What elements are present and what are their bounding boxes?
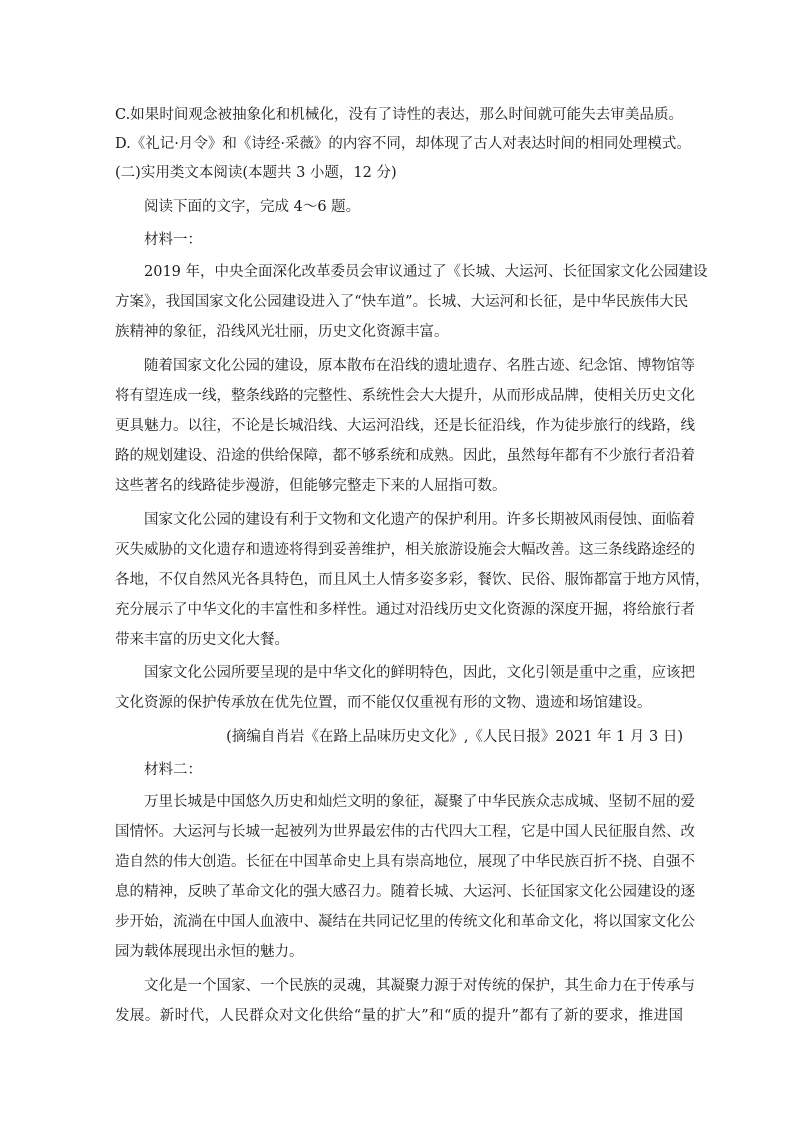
paragraph-line: 国家文化公园的建设有利于文物和文化遗产的保护利用。许多长期被风雨侵蚀、面临着: [144, 512, 695, 528]
paragraph-line: 更具魅力。以往，不论是长城沿线、大运河沿线，还是长征沿线，作为徒步旅行的线路，线: [115, 418, 695, 434]
paragraph-line: 万里长城是中国悠久历史和灿烂文明的象征，凝聚了中华民族众志成城、坚韧不屈的爱: [144, 794, 695, 810]
paragraph-line: 方案》，我国国家文化公园建设进入了“快车道”。长城、大运河和长征，是中华民族伟大民: [115, 294, 689, 310]
paragraph-line: 带来丰富的历史文化大餐。: [115, 632, 289, 648]
paragraph-line: 造自然的伟大创造。长征在中国革命史上具有崇高地位，展现了中华民族百折不挠、自强不: [115, 854, 695, 870]
material-2-label: 材料二：: [144, 762, 202, 778]
paragraph-line: 路的规划建设、沿途的供给保障，都不够系统和成熟。因此，虽然每年都有不少旅行者沿着: [115, 448, 695, 464]
paragraph-line: 步开始，流淌在中国人血液中、凝结在共同记忆里的传统文化和革命文化，将以国家文化公: [115, 914, 695, 930]
paragraph-line: 灭失威胁的文化遗存和遗迹将得到妥善维护，相关旅游设施会大幅改善。这三条线路途经的: [115, 542, 695, 558]
paragraph-line: 息的精神，反映了革命文化的强大感召力。随着长城、大运河、长征国家文化公园建设的逐: [115, 884, 695, 900]
paragraph-line: 发展。新时代，人民群众对文化供给“量的扩大”和“质的提升”都有了新的要求，推进国: [115, 1008, 683, 1024]
paragraph-line: 充分展示了中华文化的丰富性和多样性。通过对沿线历史文化资源的深度开掘，将给旅行者: [115, 602, 695, 618]
paragraph-line: 2019 年，中央全面深化改革委员会审议通过了《长城、大运河、长征国家文化公园建设: [144, 264, 708, 280]
option-d: D.《礼记·月令》和《诗经·采薇》的内容不同，却体现了古人对表达时间的相同处理模式。: [115, 136, 691, 152]
material-1-label: 材料一：: [144, 232, 202, 248]
paragraph-line: 国情怀。大运河与长城一起被列为世界最宏伟的古代四大工程，它是中国人民征服自然、改: [115, 824, 695, 840]
source-citation: (摘编自肖岩《在路上品味历史文化》,《人民日报》2021 年 1 月 3 日): [226, 729, 683, 745]
option-c: C.如果时间观念被抽象化和机械化，没有了诗性的表达，那么时间就可能失去审美品质。: [115, 107, 683, 123]
paragraph-line: 族精神的象征，沿线风光壮丽，历史文化资源丰富。: [115, 324, 449, 340]
paragraph-line: 这些著名的线路徒步漫游，但能够完整走下来的人屈指可数。: [115, 478, 507, 494]
paragraph-line: 园为载体展现出永恒的魅力。: [115, 944, 304, 960]
instruction: 阅读下面的文字，完成 4～6 题。: [144, 199, 361, 215]
paragraph-line: 文化资源的保护传承放在优先位置，而不能仅仅重视有形的文物、遗迹和场馆建设。: [115, 695, 652, 711]
paragraph-line: 随着国家文化公园的建设，原本散布在沿线的遗址遗存、名胜古迹、纪念馆、博物馆等: [144, 358, 695, 374]
paragraph-line: 各地，不仅自然风光各具特色，而且风土人情多姿多彩，餐饮、民俗、服饰都富于地方风情，: [115, 572, 710, 588]
paragraph-line: 国家文化公园所要呈现的是中华文化的鲜明特色，因此，文化引领是重中之重，应该把: [144, 665, 695, 681]
section-heading: (二)实用类文本阅读(本题共 3 小题，12 分): [115, 165, 397, 181]
paragraph-line: 文化是一个国家、一个民族的灵魂，其凝聚力源于对传统的保护，其生命力在于传承与: [144, 978, 695, 994]
paragraph-line: 将有望连成一线，整条线路的完整性、系统性会大大提升，从而形成品牌，使相关历史文化: [115, 388, 695, 404]
